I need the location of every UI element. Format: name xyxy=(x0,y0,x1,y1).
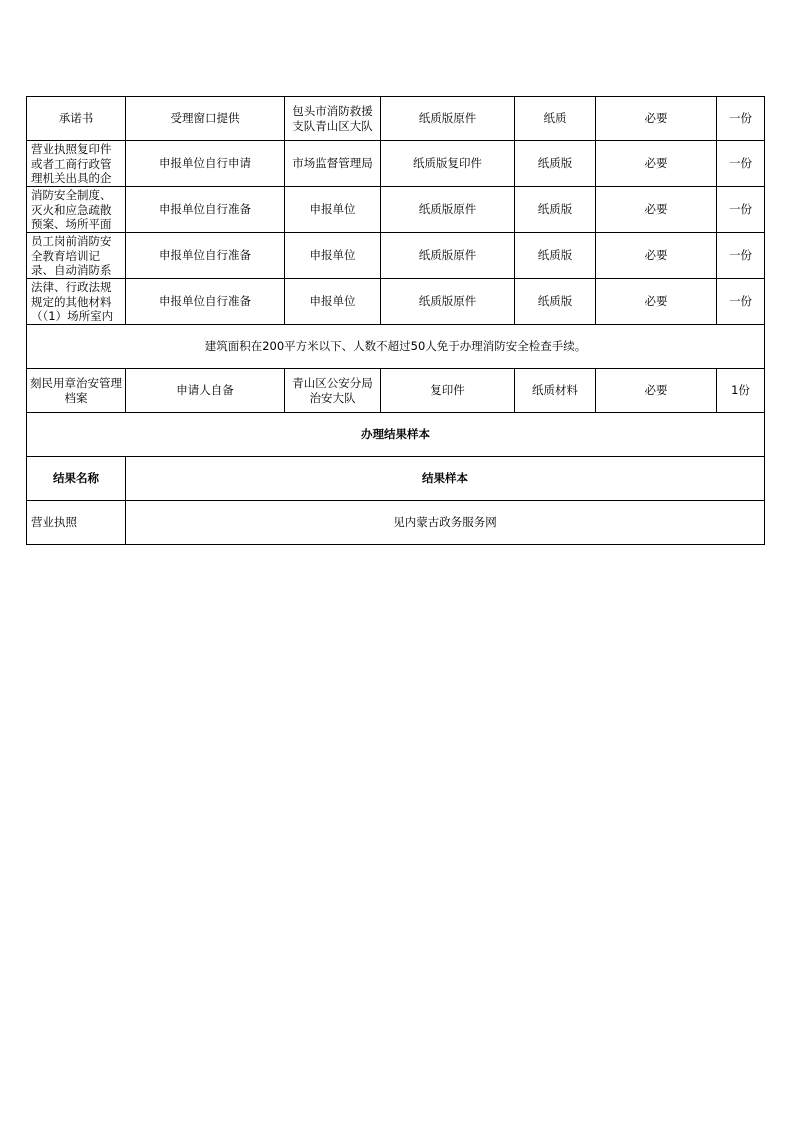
material-type: 纸质版 xyxy=(515,233,596,279)
material-count: 一份 xyxy=(717,97,765,141)
result-header-row xyxy=(27,457,765,501)
material-type: 纸质材料 xyxy=(515,369,596,413)
material-required: 必要 xyxy=(596,141,717,187)
material-count: 一份 xyxy=(717,233,765,279)
material-required: 必要 xyxy=(596,97,717,141)
result-name: 营业执照 xyxy=(27,501,126,545)
material-source: 申报单位自行申请 xyxy=(126,141,285,187)
table-row xyxy=(27,233,765,279)
material-count: 一份 xyxy=(717,141,765,187)
material-provider: 青山区公安分局治安大队 xyxy=(285,369,381,413)
table-row xyxy=(27,187,765,233)
material-required: 必要 xyxy=(596,233,717,279)
material-source: 申报单位自行准备 xyxy=(126,233,285,279)
material-name: 法律、行政法规规定的其他材料（（1）场所室内 xyxy=(27,279,126,325)
material-count: 1份 xyxy=(717,369,765,413)
material-source: 申请人自备 xyxy=(126,369,285,413)
result-row xyxy=(27,501,765,545)
material-name: 员工岗前消防安全教育培训记录、自动消防系 xyxy=(27,233,126,279)
table-row xyxy=(27,279,765,325)
result-sample-header: 结果样本 xyxy=(126,457,765,501)
material-required: 必要 xyxy=(596,369,717,413)
material-type: 纸质 xyxy=(515,97,596,141)
material-provider: 市场监督管理局 xyxy=(285,141,381,187)
material-source: 申报单位自行准备 xyxy=(126,187,285,233)
material-provider: 申报单位 xyxy=(285,279,381,325)
material-type: 纸质版 xyxy=(515,279,596,325)
material-source: 受理窗口提供 xyxy=(126,97,285,141)
material-form: 纸质版原件 xyxy=(381,97,515,141)
material-count: 一份 xyxy=(717,279,765,325)
result-section-title: 办理结果样本 xyxy=(27,413,765,457)
material-provider: 申报单位 xyxy=(285,233,381,279)
material-required: 必要 xyxy=(596,187,717,233)
result-name-header: 结果名称 xyxy=(27,457,126,501)
material-type: 纸质版 xyxy=(515,187,596,233)
material-form: 纸质版原件 xyxy=(381,279,515,325)
table-row xyxy=(27,141,765,187)
material-type: 纸质版 xyxy=(515,141,596,187)
material-count: 一份 xyxy=(717,187,765,233)
material-form: 复印件 xyxy=(381,369,515,413)
table-row xyxy=(27,369,765,413)
material-form: 纸质版原件 xyxy=(381,233,515,279)
exemption-note: 建筑面积在200平方米以下、人数不超过50人免于办理消防安全检查手续。 xyxy=(27,325,765,369)
materials-table xyxy=(26,96,765,545)
material-form: 纸质版原件 xyxy=(381,187,515,233)
note-row xyxy=(27,325,765,369)
material-provider: 申报单位 xyxy=(285,187,381,233)
result-sample: 见内蒙古政务服务网 xyxy=(126,501,765,545)
material-source: 申报单位自行准备 xyxy=(126,279,285,325)
material-name: 刻民用章治安管理档案 xyxy=(27,369,126,413)
material-name: 承诺书 xyxy=(27,97,126,141)
material-required: 必要 xyxy=(596,279,717,325)
material-form: 纸质版复印件 xyxy=(381,141,515,187)
material-provider: 包头市消防救援支队青山区大队 xyxy=(285,97,381,141)
material-name: 营业执照复印件或者工商行政管理机关出具的企 xyxy=(27,141,126,187)
result-title-row xyxy=(27,413,765,457)
table-row xyxy=(27,97,765,141)
material-name: 消防安全制度、灭火和应急疏散预案、场所平面 xyxy=(27,187,126,233)
